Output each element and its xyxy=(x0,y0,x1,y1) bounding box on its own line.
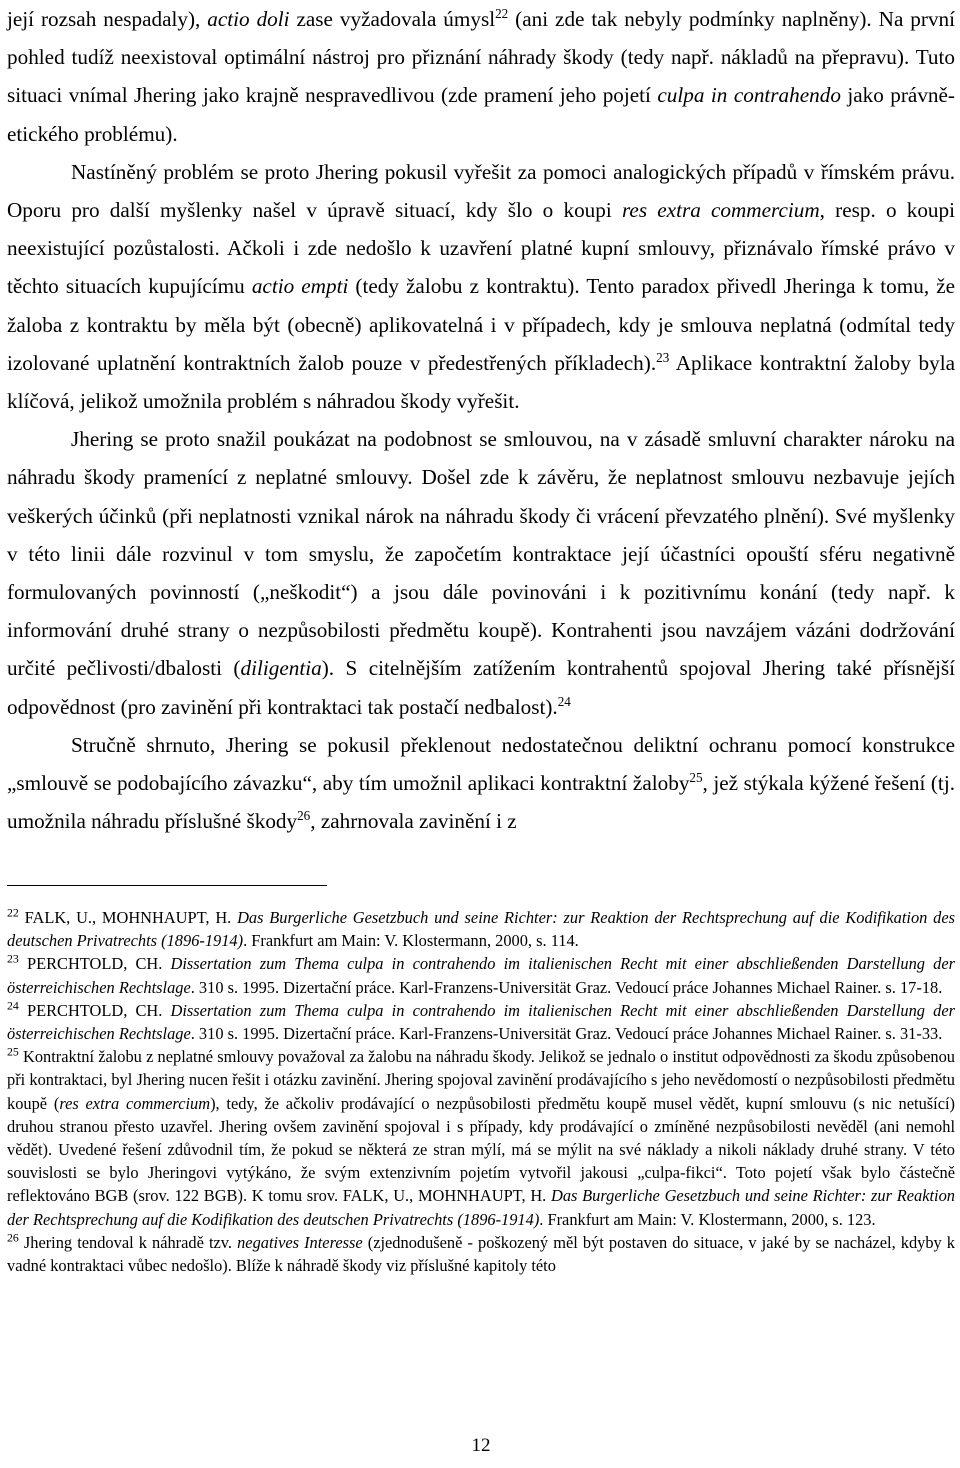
italic-term: actio empti xyxy=(251,274,349,299)
text-run: . 310 s. 1995. Dizertační práce. Karl-Franzens-Universität Graz. Vedoucí práce Johannes Michael Rainer. s. 31-33. xyxy=(190,1024,943,1044)
footnote-number: 23 xyxy=(7,951,19,966)
footnote-25 xyxy=(7,1045,955,1231)
footnote-24 xyxy=(7,999,955,1045)
paragraph-4 xyxy=(7,726,955,841)
document-page xyxy=(7,0,955,1468)
italic-title: Das Burgerliche Gesetzbuch und seine Richter: zur Reaktion der Rechtsprechung auf die Kodifikation des deutschen Privatrechts (1896-1914) xyxy=(7,908,955,951)
footnote-ref-26[interactable]: 26 xyxy=(297,808,311,824)
text-run: její rozsah nespadaly), xyxy=(7,7,208,31)
footnote-ref-25[interactable]: 25 xyxy=(689,770,703,785)
italic-title: Dissertation zum Thema culpa in contrahendo im italienischen Recht mit einer abschließenden Darstellung der österreichischen Rechtslage xyxy=(7,954,955,997)
italic-title: Dissertation zum Thema culpa in contrahendo im italienischen Recht mit einer abschließenden Darstellung der österreichischen Rechtslage xyxy=(7,1000,955,1044)
text-run: ), tedy, že ačkoliv prodávající o nezpůsobilosti předmětu koupě musel vědět, kupní smlouvu (s nic netušící) druhou stranou přesto uzavřel. Jhering ovšem zavinění spojoval i s případy, kdy prodávající o zmíněné nezpůsobilosti nevěděl (ani nemohl vědět). Uvedené řešení zdůvodnil tím, že pokud se některá ze stran mýlí, má se mýlit na své náklady a nikoli náklady druhé strany. V této souvislosti se bylo Jheringovi vytýkáno, že svým extenzivním pojetím vytvořil jakousi „culpa-fikci“. Toto pojetí však bylo částečně reflektováno BGB (srov. 122 BGB). K tomu srov. FALK, U., MOHNHAUPT, H. xyxy=(7,1093,955,1206)
italic-term: res extra commercium xyxy=(59,1093,211,1113)
italic-title: Das Burgerliche Gesetzbuch und seine Richter: zur Reaktion der Rechtsprechung auf die Kodifikation des deutschen Privatrechts (1896-1914) xyxy=(7,1186,955,1229)
footnote-ref-24[interactable]: 24 xyxy=(557,693,571,709)
footnote-number: 24 xyxy=(7,998,19,1013)
italic-term: actio doli xyxy=(207,7,290,31)
text-run: Jhering se proto snažil poukázat na podobnost se smlouvou, na v zásadě smluvní charakter nároku na náhradu škody pramenící z neplatné smlouvy. Došel zde k závěru, že neplatnost smlouvu nezbavuje jejích veškerých účinků (při neplatnosti vznikal nárok na náhradu škody či vrácení převzatého plnění). Své myšlenky v této linii dále rozvinul v tom smyslu, že započetím kontraktace její účastníci opouští sféru negativně formulovaných povinností („neškodit“) a jsou dále povinováni i k pozitivnímu konání (tedy např. k informování druhé strany o nezpůsobilosti předmětu koupě). Kontrahenti jsou navzájem vázáni dodržování určité pečlivosti/dbalosti ( xyxy=(7,427,955,681)
text-run: PERCHTOLD, CH. xyxy=(18,1000,171,1020)
body-text xyxy=(7,0,955,840)
text-run: . Frankfurt am Main: V. Klostermann, 2000, s. 114. xyxy=(243,931,579,951)
footnote-ref-22[interactable]: 22 xyxy=(495,5,509,21)
footnote-number: 26 xyxy=(7,1230,19,1245)
paragraph-1 xyxy=(7,0,955,153)
text-run: FALK, U., MOHNHAUPT, H. xyxy=(18,908,238,927)
text-run: jako právně-etického problému). xyxy=(7,83,955,146)
footnote-separator xyxy=(7,885,327,886)
text-run: Stručně shrnuto, Jhering se pokusil překlenout nedostatečnou deliktní ochranu pomocí konstrukce „smlouvě se podobajícího závazku“, aby tím umožnil aplikaci kontraktní žaloby xyxy=(7,732,955,796)
footnote-number: 25 xyxy=(7,1044,19,1059)
italic-term: diligentia xyxy=(240,656,322,681)
footnote-23 xyxy=(7,952,955,998)
text-run: ). S citelnějším zatížením kontrahentů spojoval Jhering také přísnější odpovědnost (pro zavinění při kontraktaci tak postačí nedbalost). xyxy=(7,656,955,719)
text-run: . Frankfurt am Main: V. Klostermann, 2000, s. 123. xyxy=(539,1209,876,1229)
text-run: Jhering tendoval k náhradě tzv. xyxy=(18,1232,238,1252)
page-number: 12 xyxy=(471,1435,491,1456)
footnote-22 xyxy=(7,906,955,952)
text-run: , resp. o koupi neexistující pozůstalosti. Ačkoli i zde nedošlo k uzavření platné kupní smlouvy, přiznávalo římské právo v těchto situacích kupujícímu xyxy=(7,198,956,299)
text-run: Kontraktní žalobu z neplatné smlouvy považoval za žalobu na náhradu škody. Jelikož se jednalo o institut odpovědnosti za škodu způsobenou při kontraktaci, byl Jhering nucen řešit i otázku zavinění. Jhering spojoval zavinění prodávajícího s jeho nevědomostí o nezpůsobilosti předmětu koupě ( xyxy=(7,1047,955,1113)
paragraph-3 xyxy=(7,420,955,726)
text-run: . 310 s. 1995. Dizertační práce. Karl-Franzens-Universität Graz. Vedoucí práce Johannes Michael Rainer. s. 17-18. xyxy=(190,977,943,997)
footnote-26 xyxy=(7,1231,955,1277)
footnote-ref-23[interactable]: 23 xyxy=(656,349,670,365)
text-run: (zjednodušeně - poškozený měl být postaven do situace, v jaké by se nacházel, kdyby k vadné kontraktaci vůbec nedošlo). Blíže k náhradě škody viz příslušné kapitoly této xyxy=(7,1232,956,1276)
italic-term: culpa in contrahendo xyxy=(657,83,841,108)
italic-term: res extra commercium xyxy=(621,198,820,223)
footnotes xyxy=(7,906,955,1277)
text-run: PERCHTOLD, CH. xyxy=(18,954,171,974)
footnote-number: 22 xyxy=(7,905,19,920)
text-run: Aplikace kontraktní žaloby byla klíčová, jelikož umožnila problém s náhradou škody vyřešit. xyxy=(7,350,955,414)
text-run: zase vyžadovala úmysl xyxy=(289,7,496,31)
text-run: , zahrnovala zavinění i z xyxy=(310,809,517,834)
text-run: (ani zde tak nebyly podmínky naplněny). Na první pohled tudíž neexistoval optimální nástroj pro přiznání náhrady škody (tedy např. nákladů na přepravu). Tuto situaci vnímal Jhering jako krajně nespravedlivou (zde pramení jeho pojetí xyxy=(7,7,956,108)
italic-term: negatives Interesse xyxy=(237,1232,363,1252)
text-run: (tedy žalobu z kontraktu). Tento paradox přivedl Jheringa k tomu, že žaloba z kontraktu by měla být (obecně) aplikovatelná i v případech, kdy je smlouva neplatná (odmítal tedy izolované uplatnění kontraktních žalob pouze v předestřených příkladech). xyxy=(7,274,955,375)
text-run: , jež stýkala kýžené řešení (tj. umožnila náhradu příslušné škody xyxy=(7,771,956,834)
text-run: Nastíněný problém se proto Jhering pokusil vyřešit za pomoci analogických případů v římském právu. Oporu pro další myšlenky našel v úpravě situací, kdy šlo o koupi xyxy=(7,159,955,223)
paragraph-2 xyxy=(7,153,955,420)
